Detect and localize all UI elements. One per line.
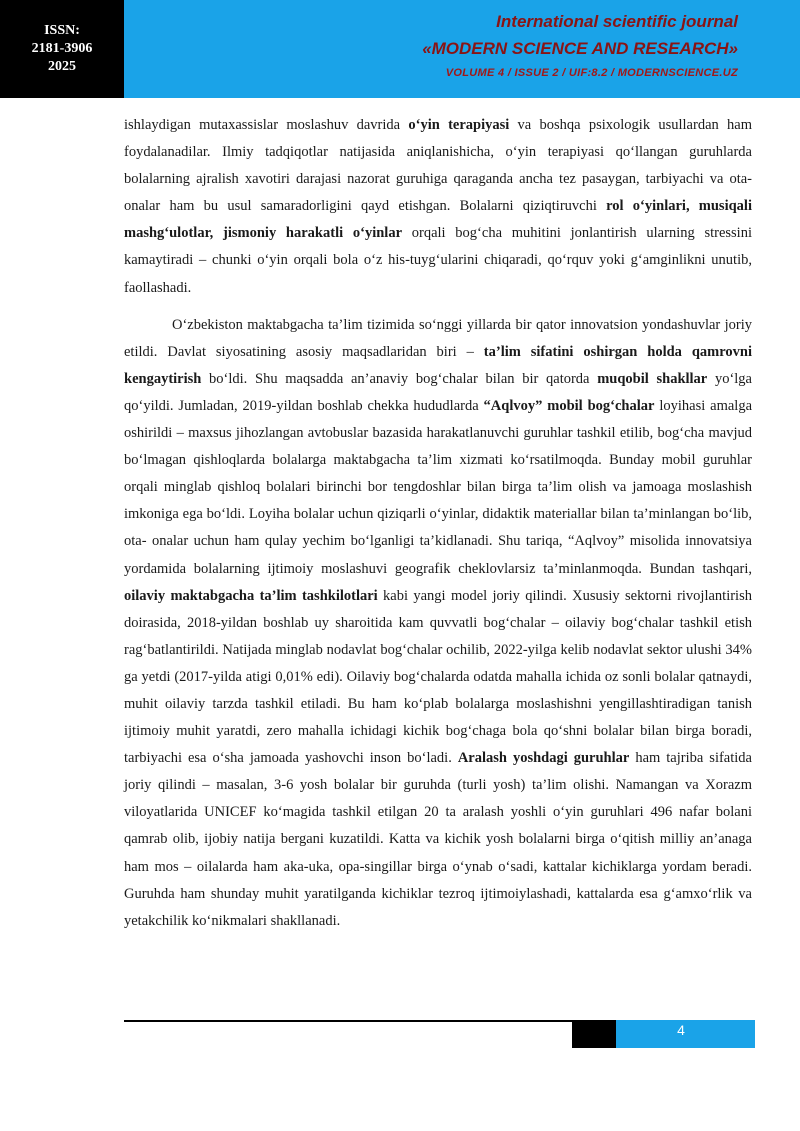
text-run: O‘zbekiston maktabgacha ta’lim tizimida so‘nggi yillarda bir qator innovatsion yondashuvlar joriy etildi. Davlat siyosatining asosiy maqsadlaridan biri – bbox=[124, 316, 752, 360]
text-run: yo‘lga qo‘yildi. Jumladan, 2019-yildan boshlab chekka hududlarda bbox=[124, 370, 752, 414]
issn-label: ISSN: bbox=[44, 23, 80, 38]
journal-header bbox=[124, 0, 800, 98]
footer-rule bbox=[124, 1020, 572, 1022]
paragraph-2 bbox=[124, 312, 752, 935]
text-run: orqali bog‘cha muhitini jonlantirish ularning stressini kamaytiradi – chunki o‘yin orqali bola o‘z his-tuyg‘ularini chiqaradi, qo‘rquv yoki g‘amginlikni unutib, faollashadi. bbox=[124, 225, 752, 296]
bold-term: “Aqlvoy” mobil bog‘chalar bbox=[483, 397, 655, 414]
bold-term: muqobil shakllar bbox=[597, 370, 708, 387]
text-run: bo‘ldi. Shu maqsadda an’anaviy bog‘chalar bilan bir qatorda bbox=[201, 370, 598, 387]
article-body bbox=[124, 112, 752, 935]
bold-term: ta’lim sifatini oshirgan holda qamrovni kengaytirish bbox=[124, 343, 752, 387]
page-number: 4 bbox=[677, 1022, 685, 1038]
text-run: loyihasi amalga oshirildi – maxsus jihozlangan avtobuslar bazasida harakatlanuvchi guruhlar tashkil etilib, bog‘cha mavjud bo‘lmagan qishloqlarda bolalarga maktabgacha ta’lim xizmati ko‘rsatilmoqda. Bunday mobil guruhlar orqali minglab qishloq bolalari birinchi bor tengdoshlar bilan birga ta’lim olish va jamoaga moslashish imkoniga ega bo‘ldi. Loyiha bolalar uchun qiziqarli o‘yinlar, didaktik materiallar bilan ta’minlangan bo‘lib, ota- onalar uchun ham qulay yechim bo‘lganligi ta’kidlanadi. Shu tariqa, “Aqlvoy” misolida innovatsiya yordamida bolalarning ijtimoiy moslashuvi geografik cheklovlarsiz ta’minlanmoqda. Bundan tashqari, bbox=[124, 397, 753, 577]
bold-term: o‘yin terapiyasi bbox=[408, 117, 510, 133]
text-run: ham tajriba sifatida joriy qilindi – masalan, 3-6 yosh bolalar bir guruhda (turli yosh) ta’lim olishi. Namangan va Xorazm viloyatlarida UNICEF ko‘magida tashkil etilgan 20 ta aralash yoshli o‘yin guruhlari 496 nafar bolani qamrab olib, ijobiy natija bergani kuzatildi. Katta va kichik yosh bolalarni birga o‘qitish milliy an’anaga ham mos – oilalarda ham aka-uka, opa-singillar birga o‘ynab o‘sadi, kattalar kichiklarga yordam beradi. Guruhda ham shunday muhit yaratilganda kichiklar tezroq ijtimoiylashadi, kattalarda esa g‘amxo‘rlik va yetakchilik ko‘nikmalari shakllanadi. bbox=[124, 750, 752, 929]
bold-term: rol o‘yinlari, musiqali mashg‘ulotlar, jismoniy harakatli o‘yinlar bbox=[124, 198, 752, 242]
issn-year: 2025 bbox=[48, 59, 76, 74]
issn-number: 2181-3906 bbox=[31, 41, 93, 56]
text-run: ishlaydigan mutaxassislar moslashuv davrida bbox=[124, 117, 409, 133]
journal-type: International scientific journal bbox=[496, 12, 738, 31]
text-run: kabi yangi model joriy qilindi. Xususiy sektorni rivojlantirish doirasida, 2018-yildan boshlab uy sharoitida kam quvvatli bog‘chalar – oilaviy bog‘chalar tashkil etish rag‘batlantirildi. Natijada minglab nodavlat bog‘chalar ochilib, 2022-yilga kelib nodavlat sektor ulushi 34% ga yetdi (2017-yilda atigi 0,01% edi). Oilaviy bog‘chalarda odatda mahalla ichida oz sonli bolalar qatnaydi, muhit oilaviy tarzda tashkil etiladi. Bu ham ko‘plab bolalarga moslashishni yengillashtiradigan tanish ijtimoiy muhit yaratdi, zero mahalla ichidagi kichik bog‘chaga bola qo‘shni bolalar bilan birga boradi, tarbiyachi esa o‘sha jamoada yashovchi inson bo‘ladi. bbox=[124, 587, 752, 767]
footer-black-block bbox=[572, 1020, 616, 1048]
paragraph-1 bbox=[124, 112, 752, 302]
volume-line: VOLUME 4 / ISSUE 2 / UIF:8.2 / MODERNSCIENCE.UZ bbox=[445, 67, 738, 79]
text-run: va boshqa psixologik usullardan ham foydalanadilar. Ilmiy tadqiqotlar natijasida aniqlanishicha, o‘yin terapiyasi qo‘llangan guruhlarda bolalarning ajralish xavotiri darajasi nazorat guruhiga qaraganda ancha tez pasaygan, tarbiyachi va ota-onalar ham bu usul samaradorligini qayd etishgan. Bolalarni qiziqtiruvchi bbox=[124, 117, 752, 215]
bold-term: oilaviy maktabgacha ta’lim tashkilotlari bbox=[124, 587, 378, 604]
bold-term: Aralash yoshdagi guruhlar bbox=[457, 750, 630, 767]
journal-name: «MODERN SCIENCE AND RESEARCH» bbox=[422, 39, 738, 58]
issn-block bbox=[0, 0, 124, 98]
